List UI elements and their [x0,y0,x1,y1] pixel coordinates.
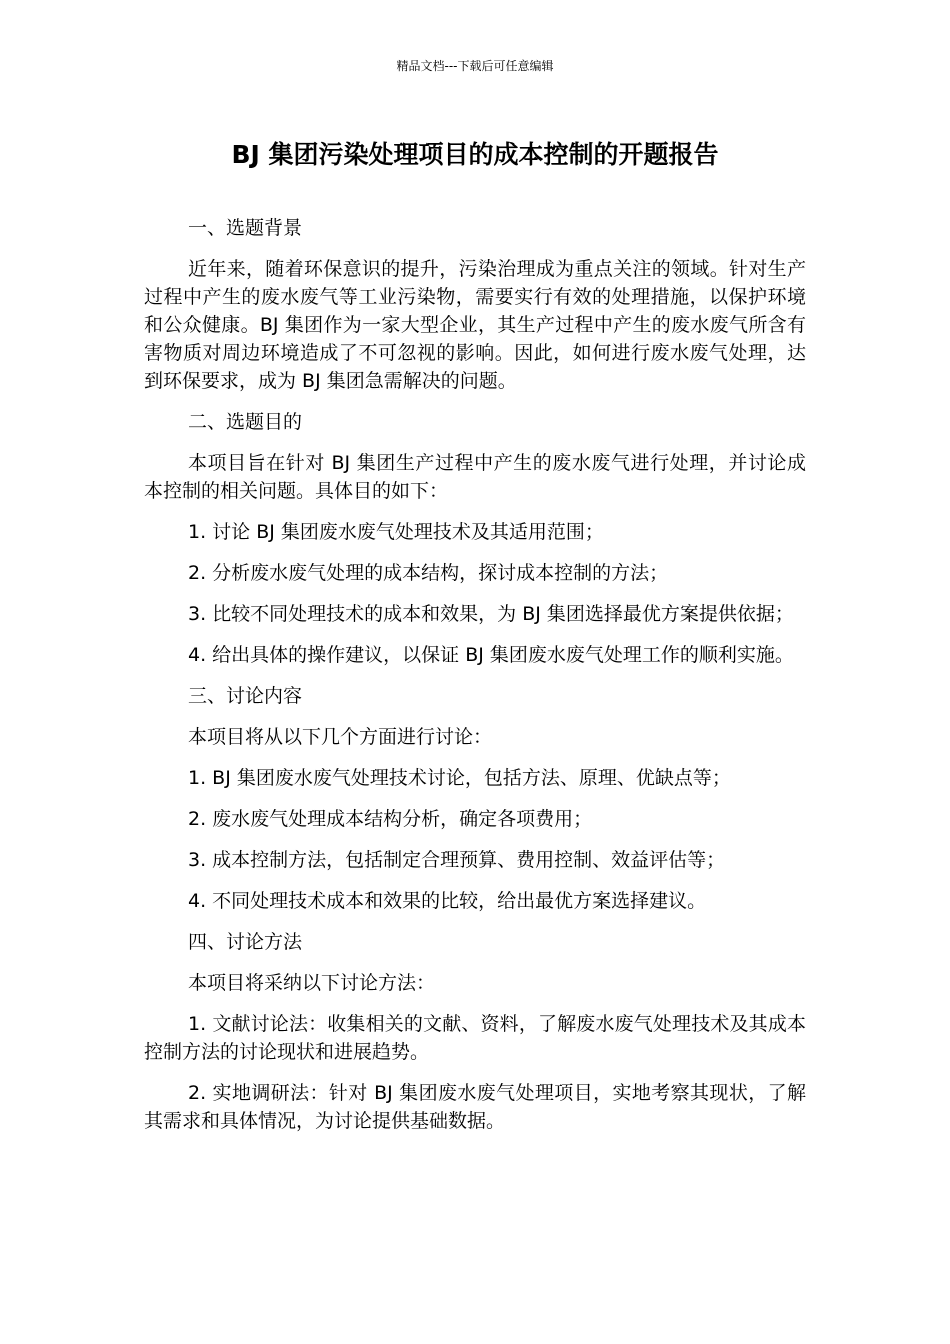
method-item-2: 2. 实地调研法：针对 BJ 集团废水废气处理项目，实地考察其现状，了解其需求和具体情况，为讨论提供基础数据。 [144,1082,806,1132]
section-heading-content: 三、讨论内容 [188,685,303,707]
paragraph-method-intro: 本项目将采纳以下讨论方法： [188,972,436,994]
paragraph-purpose-intro: 本项目旨在针对 BJ 集团生产过程中产生的废水废气进行处理，并讨论成本控制的相关问题。具体目的如下： [144,452,806,502]
section-heading-purpose: 二、选题目的 [188,411,303,433]
content-item-4: 4. 不同处理技术成本和效果的比较，给出最优方案选择建议。 [188,890,707,912]
document-body [144,214,806,1148]
document-title: BJ 集团污染处理项目的成本控制的开题报告 [231,140,719,169]
content-item-1: 1. BJ 集团废水废气处理技术讨论，包括方法、原理、优缺点等； [188,767,731,789]
paragraph-content-intro: 本项目将从以下几个方面进行讨论： [188,726,493,748]
purpose-item-3: 3. 比较不同处理技术的成本和效果，为 BJ 集团选择最优方案提供依据； [188,603,794,625]
purpose-item-2: 2. 分析废水废气处理的成本结构，探讨成本控制的方法； [188,562,669,584]
purpose-item-4: 4. 给出具体的操作建议，以保证 BJ 集团废水废气处理工作的顺利实施。 [188,644,794,666]
paragraph-background: 近年来，随着环保意识的提升，污染治理成为重点关注的领域。针对生产过程中产生的废水废气等工业污染物，需要实行有效的处理措施，以保护环境和公众健康。BJ 集团作为一家大型企业，其生产过程中产生的废水废气所含有害物质对周边环境造成了不可忽视的影响。因此，如何进行废水废气处理，达到环保要求，成为 BJ 集团急需解决的问题。 [144,258,806,392]
content-item-2: 2. 废水废气处理成本结构分析，确定各项费用； [188,808,593,830]
method-item-1: 1. 文献讨论法：收集相关的文献、资料，了解废水废气处理技术及其成本控制方法的讨论现状和进展趋势。 [144,1013,806,1063]
section-heading-method: 四、讨论方法 [188,931,303,953]
page-header: 精品文档---下载后可任意编辑 [396,59,554,73]
content-item-3: 3. 成本控制方法，包括制定合理预算、费用控制、效益评估等； [188,849,726,871]
section-heading-background: 一、选题背景 [188,217,303,239]
purpose-item-1: 1. 讨论 BJ 集团废水废气处理技术及其适用范围； [188,521,604,543]
